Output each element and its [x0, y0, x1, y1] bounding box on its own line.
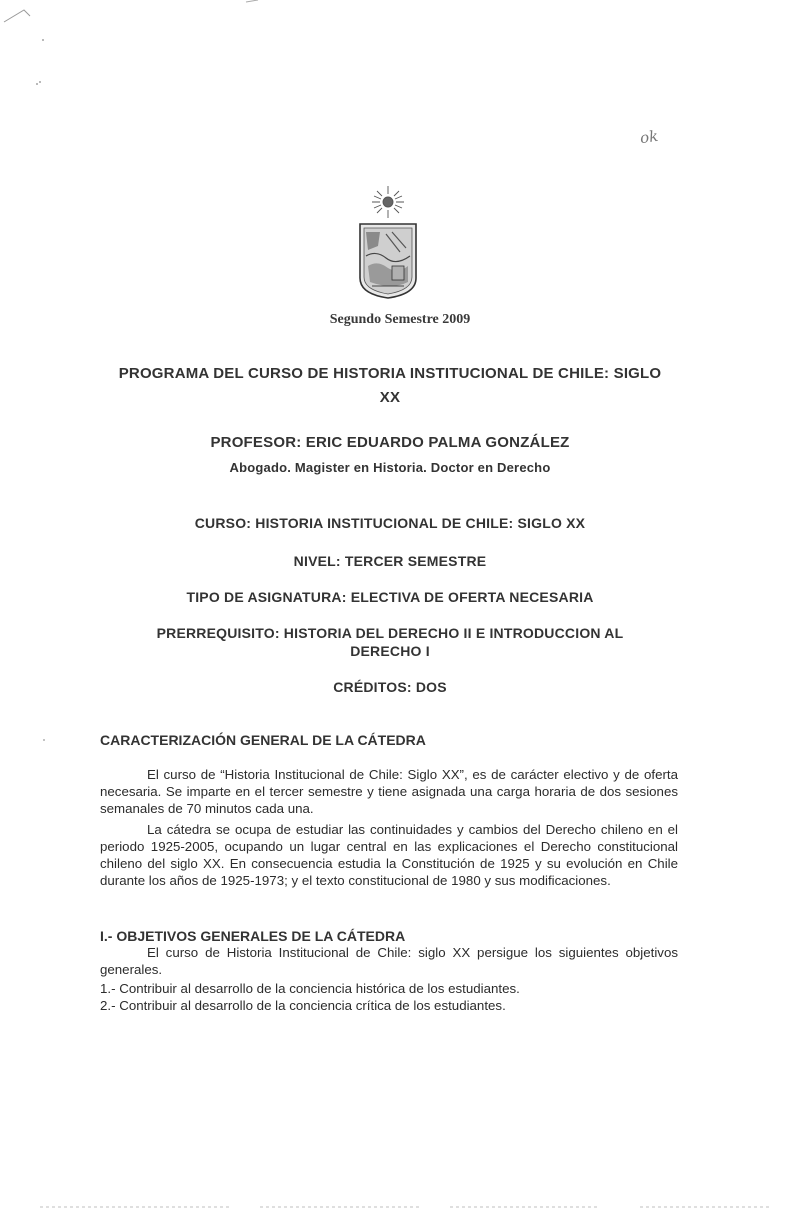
subject-type: TIPO DE ASIGNATURA: ELECTIVA DE OFERTA NECESARIA — [186, 589, 594, 605]
course-level: NIVEL: TERCER SEMESTRE — [293, 553, 487, 569]
course-name: CURSO: HISTORIA INSTITUCIONAL DE CHILE: SIGLO XX — [194, 515, 586, 531]
paragraph-course-scope: La cátedra se ocupa de estudiar las continuidades y cambios del Derecho chileno en el periodo 1925-2005, ocupando un lugar central en las explicaciones el Derecho constitucional chileno del siglo XX. En consecuencia estudia la Constitución de 1925 y su evolución en Chile durante los años de 1925-1973; y el texto constitucional de 1980 y sus modificaciones. — [100, 822, 678, 888]
semester-label: Segundo Semestre 2009 — [329, 312, 471, 327]
objective-item: 1.- Contribuir al desarrollo de la conciencia histórica de los estudiantes. — [100, 981, 520, 996]
document-title — [100, 362, 680, 410]
credits: CRÉDITOS: DOS — [333, 679, 447, 695]
professor-name: PROFESOR: ERIC EDUARDO PALMA GONZÁLEZ — [210, 434, 570, 451]
paragraph-objectives-intro: El curso de Historia Institucional de Chile: siglo XX persigue los siguientes objetivos generales. — [100, 945, 678, 977]
prerequisite — [100, 624, 680, 660]
coat-of-arms-emblem — [352, 182, 424, 300]
title-line-1: PROGRAMA DEL CURSO DE HISTORIA INSTITUCIONAL DE CHILE: SIGLO — [118, 365, 662, 382]
section-heading-objectives: I.- OBJETIVOS GENERALES DE LA CÁTEDRA — [100, 928, 406, 944]
objective-item: 2.- Contribuir al desarrollo de la conciencia crítica de los estudiantes. — [100, 998, 506, 1013]
section-heading-general: CARACTERIZACIÓN GENERAL DE LA CÁTEDRA — [100, 732, 426, 748]
title-line-2: XX — [379, 389, 401, 406]
professor-degrees: Abogado. Magister en Historia. Doctor en Derecho — [229, 460, 551, 475]
paragraph-course-description: El curso de “Historia Institucional de Chile: Siglo XX”, es de carácter electivo y de oferta necesaria. Se imparte en el tercer semestre y tiene asignada una carga horaria de dos sesiones semanales de 70 minutos cada una. — [100, 767, 678, 816]
prerequisite-line-2: DERECHO I — [350, 643, 430, 659]
handwritten-mark: ok — [638, 126, 660, 148]
prerequisite-line-1: PRERREQUISITO: HISTORIA DEL DERECHO II E INTRODUCCION AL — [156, 625, 624, 641]
